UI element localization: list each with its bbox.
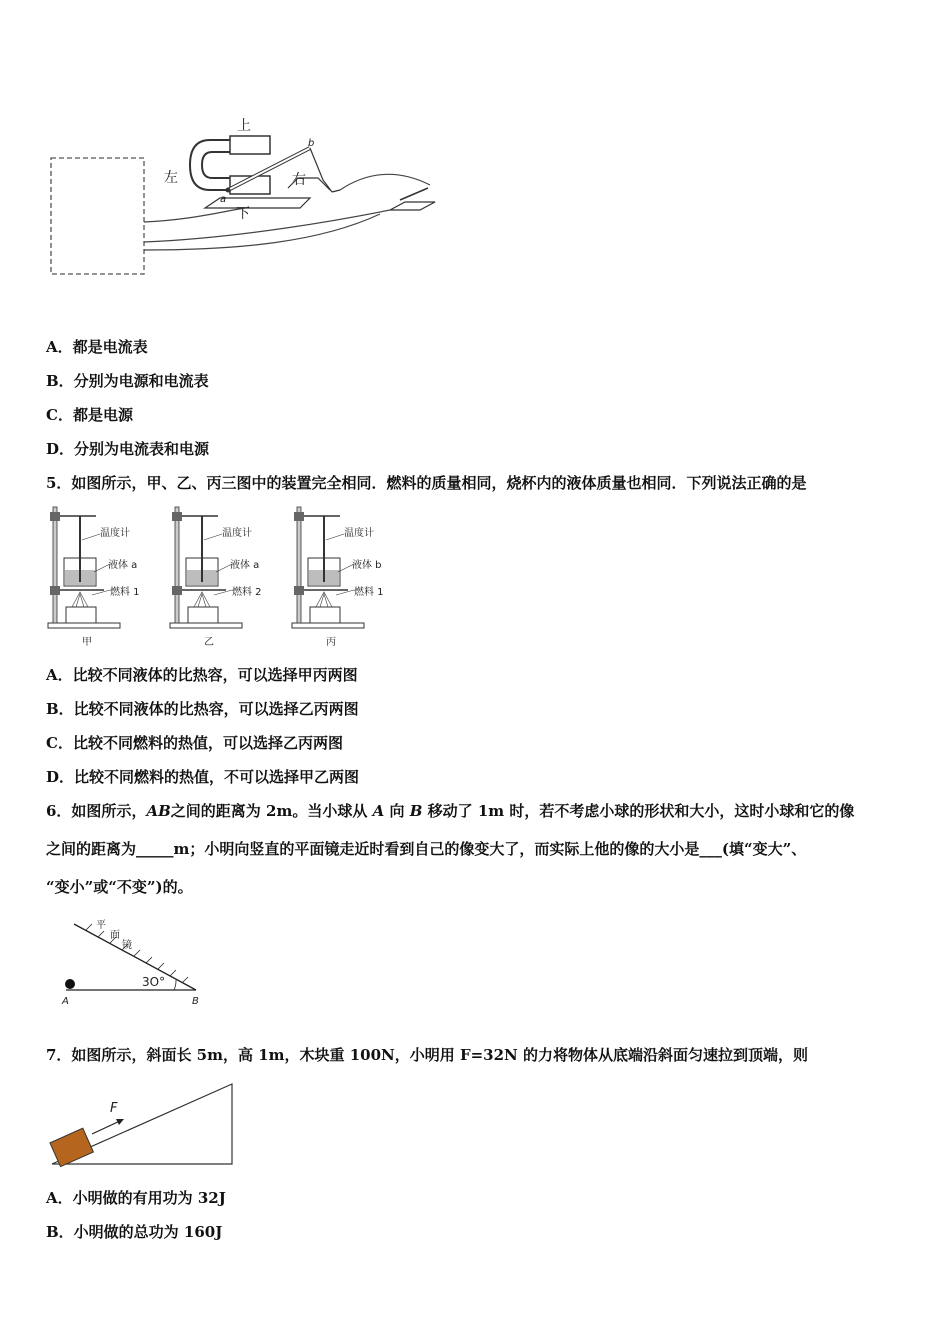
q5-figure xyxy=(44,502,414,650)
q6-line1-post: 移动了 1m 时，若不考虑小球的形状和大小，这时小球和它的像 xyxy=(427,802,855,820)
panel3-thermometer: 温度计 xyxy=(344,528,374,539)
q4-figure xyxy=(40,110,460,285)
q6-stem-line2: 之间的距离为_____m；小明向竖直的平面镜走近时看到自己的像变大了，而实际上他的像的大小是___(填“变大”、 xyxy=(46,840,807,858)
q5-panel-2 xyxy=(170,507,262,648)
mirror-label-1: 平 xyxy=(96,920,106,931)
q6-a: A xyxy=(372,802,385,820)
force-label: F xyxy=(110,1101,118,1116)
q5-option-b[interactable]: B．比较不同液体的比热容，可以选择乙丙两图 xyxy=(46,700,359,718)
q7-option-b[interactable]: B．小明做的总功为 160J xyxy=(46,1223,223,1241)
q4-option-a[interactable]: A．都是电流表 xyxy=(46,338,148,356)
label-left: 左 xyxy=(164,170,178,186)
q6-b: B xyxy=(409,802,423,820)
panel2-caption: 乙 xyxy=(204,637,214,648)
q5-panel-3 xyxy=(292,507,384,648)
panel2-fuel: 燃料 2 xyxy=(232,587,262,598)
q6-stem-line1 xyxy=(46,800,854,821)
q5-option-a[interactable]: A．比较不同液体的比热容，可以选择甲丙两图 xyxy=(46,666,358,684)
mirror-label-2: 面 xyxy=(110,930,120,941)
q5-option-c[interactable]: C．比较不同燃料的热值，可以选择乙丙两图 xyxy=(46,734,343,752)
unknown-device-box xyxy=(51,158,144,274)
panel3-liquid: 液体 b xyxy=(352,560,382,571)
point-a-label: A xyxy=(62,996,69,1007)
q6-figure xyxy=(56,912,216,1008)
q4-option-b[interactable]: B．分别为电源和电流表 xyxy=(46,372,209,390)
q7-figure xyxy=(44,1080,244,1170)
q6-line1-mid2: 向 xyxy=(389,802,405,820)
label-top: 上 xyxy=(237,118,251,134)
panel2-thermometer: 温度计 xyxy=(222,528,252,539)
q4-option-c[interactable]: C．都是电源 xyxy=(46,406,133,424)
point-b-label: B xyxy=(192,996,199,1007)
q4-option-d[interactable]: D．分别为电流表和电源 xyxy=(46,440,210,458)
q6-stem-line3: “变小”或“不变”)的。 xyxy=(46,878,193,896)
panel1-fuel: 燃料 1 xyxy=(110,587,140,598)
q7-option-a[interactable]: A．小明做的有用功为 32J xyxy=(46,1189,226,1207)
label-right: 右 xyxy=(292,172,306,188)
angle-label: 3O° xyxy=(142,975,166,989)
q7-stem: 7．如图所示，斜面长 5m，高 1m，木块重 100N，小明用 F=32N 的力将物体从底端沿斜面匀速拉到顶端，则 xyxy=(46,1046,808,1064)
q5-panel-1 xyxy=(48,507,140,648)
panel3-caption: 丙 xyxy=(326,637,336,648)
label-bottom: 下 xyxy=(236,206,250,222)
panel1-liquid: 液体 a xyxy=(108,560,138,571)
q5-option-d[interactable]: D．比较不同燃料的热值，不可以选择甲乙两图 xyxy=(46,768,360,786)
q5-stem: 5．如图所示，甲、乙、丙三图中的装置完全相同．燃料的质量相同，烧杯内的液体质量也相同．下列说法正确的是 xyxy=(46,474,807,492)
panel2-liquid: 液体 a xyxy=(230,560,260,571)
mirror-label-3: 镜 xyxy=(122,940,132,951)
panel1-caption: 甲 xyxy=(82,637,92,648)
label-b: b xyxy=(308,138,315,149)
q6-line1-mid1: 之间的距离为 2m。当小球从 xyxy=(170,802,368,820)
panel1-thermometer: 温度计 xyxy=(100,528,130,539)
q6-ab: AB xyxy=(146,802,171,820)
label-a: a xyxy=(220,194,227,205)
q6-line1-pre: 6．如图所示， xyxy=(46,802,147,820)
panel3-fuel: 燃料 1 xyxy=(354,587,384,598)
